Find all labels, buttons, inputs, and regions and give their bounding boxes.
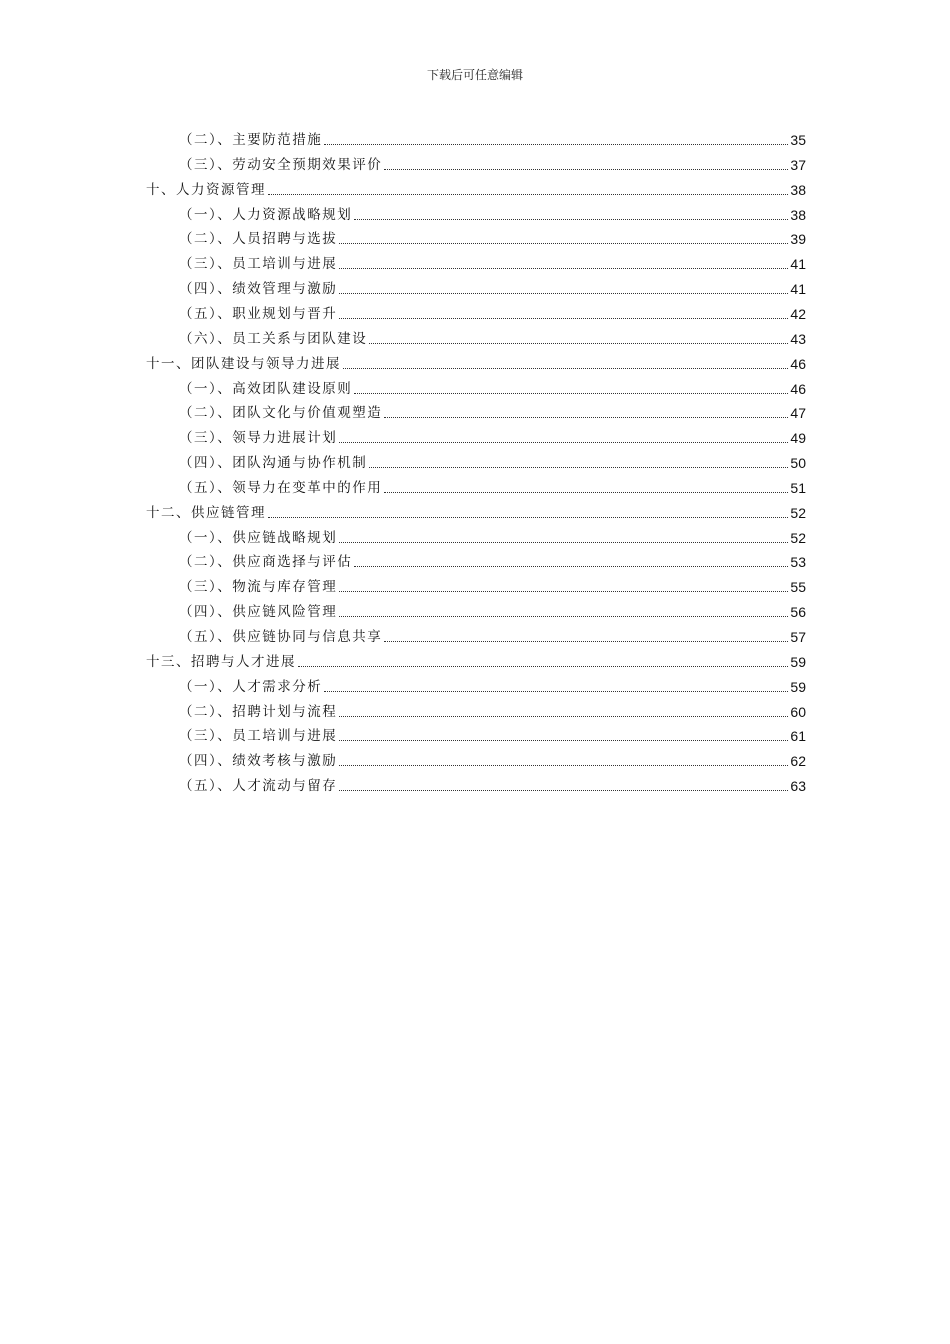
toc-dot-leader bbox=[384, 640, 788, 642]
toc-dot-leader bbox=[339, 242, 788, 244]
toc-entry-page-number: 52 bbox=[790, 504, 806, 521]
toc-entry-title: （三）、员工培训与进展 bbox=[179, 728, 338, 745]
toc-entry-title: （四）、绩效考核与激励 bbox=[179, 753, 338, 770]
toc-section-entry[interactable] bbox=[179, 572, 806, 596]
toc-entry-title: （三）、物流与库存管理 bbox=[179, 579, 338, 596]
toc-entry-page-number: 42 bbox=[790, 305, 806, 322]
page-header: 下载后可任意编辑 bbox=[426, 68, 523, 82]
toc-section-entry[interactable] bbox=[179, 622, 806, 646]
toc-entry-title: （四）、供应链风险管理 bbox=[179, 604, 338, 621]
toc-entry-title: （五）、领导力在变革中的作用 bbox=[179, 479, 383, 496]
toc-chapter-entry[interactable] bbox=[146, 349, 806, 373]
toc-entry-title: 十一、团队建设与领导力进展 bbox=[146, 355, 341, 372]
toc-entry-title: （三）、领导力进展计划 bbox=[179, 430, 338, 447]
toc-dot-leader bbox=[268, 516, 788, 518]
toc-dot-leader bbox=[324, 143, 788, 145]
toc-entry-title: 十二、供应链管理 bbox=[146, 504, 266, 521]
toc-dot-leader bbox=[339, 317, 788, 319]
toc-entry-title: 十、人力资源管理 bbox=[146, 181, 266, 198]
toc-entry-page-number: 38 bbox=[790, 206, 806, 223]
toc-entry-page-number: 56 bbox=[790, 604, 806, 621]
toc-entry-page-number: 49 bbox=[790, 430, 806, 447]
toc-dot-leader bbox=[339, 764, 788, 766]
toc-section-entry[interactable] bbox=[179, 473, 806, 497]
toc-dot-leader bbox=[369, 466, 788, 468]
toc-dot-leader bbox=[298, 665, 788, 667]
toc-entry-page-number: 41 bbox=[790, 281, 806, 298]
toc-entry-title: （五）、职业规划与晋升 bbox=[179, 305, 338, 322]
toc-section-entry[interactable] bbox=[179, 746, 806, 770]
toc-section-entry[interactable] bbox=[179, 423, 806, 447]
toc-dot-leader bbox=[324, 690, 788, 692]
toc-entry-title: （一）、高效团队建设原则 bbox=[179, 380, 353, 397]
toc-entry-page-number: 61 bbox=[790, 728, 806, 745]
toc-dot-leader bbox=[339, 292, 788, 294]
toc-entry-title: （三）、员工培训与进展 bbox=[179, 256, 338, 273]
toc-dot-leader bbox=[354, 565, 788, 567]
toc-entry-title: （二）、供应商选择与评估 bbox=[179, 554, 353, 571]
toc-dot-leader bbox=[384, 416, 788, 418]
toc-section-entry[interactable] bbox=[179, 249, 806, 273]
toc-entry-page-number: 51 bbox=[790, 479, 806, 496]
toc-entry-page-number: 46 bbox=[790, 380, 806, 397]
toc-entry-page-number: 37 bbox=[790, 156, 806, 173]
toc-dot-leader bbox=[369, 342, 788, 344]
toc-entry-page-number: 60 bbox=[790, 703, 806, 720]
toc-entry-page-number: 62 bbox=[790, 753, 806, 770]
toc-section-entry[interactable] bbox=[179, 697, 806, 721]
toc-entry-title: （一）、人力资源战略规划 bbox=[179, 206, 353, 223]
toc-dot-leader bbox=[354, 392, 788, 394]
toc-dot-leader bbox=[339, 789, 788, 791]
toc-section-entry[interactable] bbox=[179, 125, 806, 149]
toc-chapter-entry[interactable] bbox=[146, 647, 806, 671]
toc-entry-page-number: 38 bbox=[790, 181, 806, 198]
toc-entry-page-number: 39 bbox=[790, 231, 806, 248]
toc-entry-title: （五）、人才流动与留存 bbox=[179, 778, 338, 795]
toc-dot-leader bbox=[339, 541, 788, 543]
toc-entry-page-number: 59 bbox=[790, 678, 806, 695]
toc-entry-title: （二）、主要防范措施 bbox=[179, 132, 323, 148]
toc-chapter-entry[interactable] bbox=[146, 498, 806, 522]
toc-entry-title: （四）、团队沟通与协作机制 bbox=[179, 455, 368, 472]
toc-entry-title: 十三、招聘与人才进展 bbox=[146, 653, 296, 670]
toc-dot-leader bbox=[354, 218, 788, 220]
toc-entry-page-number: 46 bbox=[790, 355, 806, 372]
toc-entry-title: （二）、招聘计划与流程 bbox=[179, 703, 338, 720]
toc-entry-title: （六）、员工关系与团队建设 bbox=[179, 330, 368, 347]
toc-section-entry[interactable] bbox=[179, 721, 806, 745]
toc-dot-leader bbox=[339, 715, 788, 717]
toc-dot-leader bbox=[384, 491, 788, 493]
toc-entry-title: （一）、供应链战略规划 bbox=[179, 529, 338, 546]
toc-entry-title: （一）、人才需求分析 bbox=[179, 678, 323, 695]
toc-entry-page-number: 63 bbox=[790, 778, 806, 795]
toc-entry-title: （三）、劳动安全预期效果评价 bbox=[179, 156, 383, 173]
toc-entry-page-number: 55 bbox=[790, 579, 806, 596]
toc-entry-page-number: 57 bbox=[790, 629, 806, 645]
toc-dot-leader bbox=[384, 168, 788, 170]
toc-section-entry[interactable] bbox=[179, 374, 806, 398]
toc-section-entry[interactable] bbox=[179, 398, 806, 422]
toc-entry-page-number: 50 bbox=[790, 455, 806, 472]
toc-section-entry[interactable] bbox=[179, 523, 806, 547]
toc-entry-title: （二）、团队文化与价值观塑造 bbox=[179, 405, 383, 422]
toc-entry-page-number: 59 bbox=[790, 653, 806, 670]
toc-section-entry[interactable] bbox=[179, 299, 806, 323]
toc-entry-title: （四）、绩效管理与激励 bbox=[179, 281, 338, 298]
toc-section-entry[interactable] bbox=[179, 274, 806, 298]
toc-section-entry[interactable] bbox=[179, 597, 806, 621]
toc-chapter-entry[interactable] bbox=[146, 175, 806, 199]
toc-entry-page-number: 41 bbox=[790, 256, 806, 273]
toc-section-entry[interactable] bbox=[179, 771, 806, 795]
toc-section-entry[interactable] bbox=[179, 200, 806, 224]
toc-dot-leader bbox=[339, 739, 788, 741]
toc-entry-title: （二）、人员招聘与选拔 bbox=[179, 231, 338, 248]
toc-section-entry[interactable] bbox=[179, 224, 806, 248]
toc-dot-leader bbox=[339, 267, 788, 269]
toc-dot-leader bbox=[339, 441, 788, 443]
toc-section-entry[interactable] bbox=[179, 672, 806, 696]
toc-section-entry[interactable] bbox=[179, 448, 806, 472]
toc-entry-page-number: 52 bbox=[790, 529, 806, 546]
toc-dot-leader bbox=[339, 590, 788, 592]
toc-entry-page-number: 43 bbox=[790, 330, 806, 347]
toc-entry-page-number: 47 bbox=[790, 405, 806, 422]
toc-dot-leader bbox=[268, 193, 788, 195]
toc-section-entry[interactable] bbox=[179, 324, 806, 348]
toc-section-entry[interactable] bbox=[179, 150, 806, 174]
toc-dot-leader bbox=[343, 367, 788, 369]
toc-dot-leader bbox=[339, 615, 788, 617]
toc-entry-page-number: 53 bbox=[790, 554, 806, 571]
toc-entry-title: （五）、供应链协同与信息共享 bbox=[179, 629, 383, 645]
toc-section-entry[interactable] bbox=[179, 547, 806, 571]
toc-entry-page-number: 35 bbox=[790, 132, 806, 148]
